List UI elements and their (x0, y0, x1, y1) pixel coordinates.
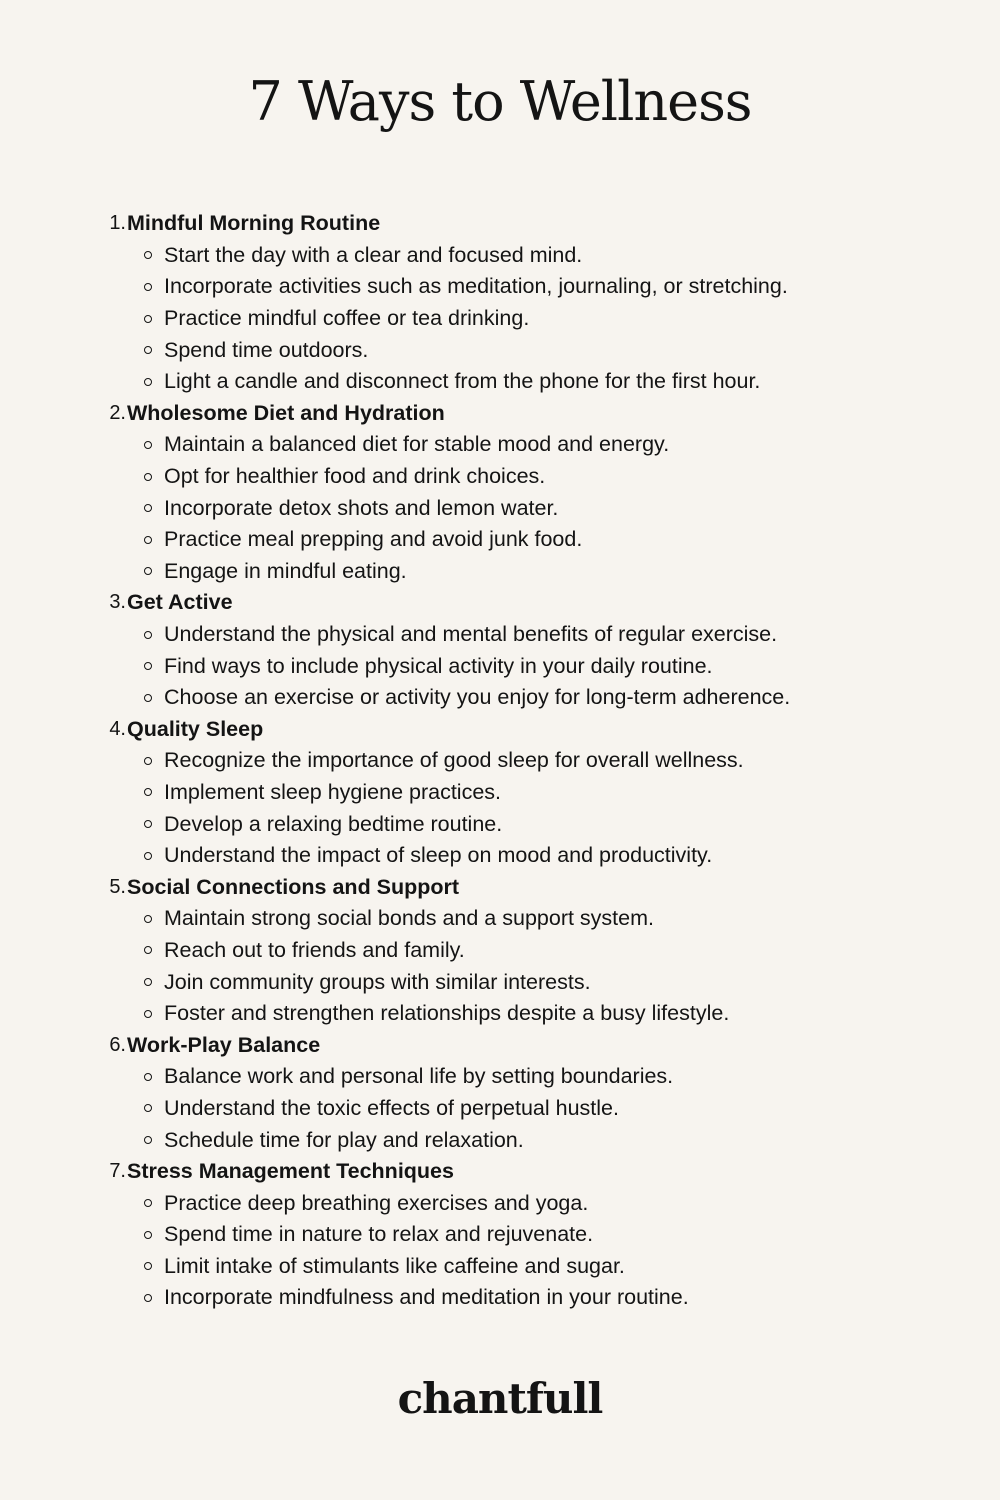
hollow-circle-bullet-icon (144, 1199, 152, 1207)
hollow-circle-bullet-icon (144, 978, 152, 986)
list-item (100, 429, 920, 461)
list-item (100, 556, 920, 588)
list-item (100, 1187, 920, 1219)
section-number: 4. (109, 717, 126, 740)
list-item-text: Spend time in nature to relax and rejuvenate. (164, 1222, 594, 1247)
section-number: 5. (109, 875, 126, 898)
list-item-text: Incorporate activities such as meditation, journaling, or stretching. (164, 274, 788, 299)
section-number: 6. (109, 1033, 126, 1056)
list-item (100, 682, 920, 714)
hollow-circle-bullet-icon (144, 1294, 152, 1302)
list-item-text: Recognize the importance of good sleep for overall wellness. (164, 748, 744, 773)
sub-list (100, 903, 920, 1029)
section-heading (100, 208, 920, 240)
hollow-circle-bullet-icon (144, 504, 152, 512)
hollow-circle-bullet-icon (144, 1262, 152, 1270)
list-item-text: Maintain strong social bonds and a support system. (164, 906, 654, 931)
list-item (100, 840, 920, 872)
hollow-circle-bullet-icon (144, 852, 152, 860)
list-item (100, 524, 920, 556)
section-heading (100, 1156, 920, 1188)
page-title: 7 Ways to Wellness (248, 70, 752, 133)
brand-logo: chantfull (397, 1374, 603, 1423)
list-section (100, 398, 920, 588)
list-section (100, 1156, 920, 1314)
list-item-text: Reach out to friends and family. (164, 937, 465, 962)
hollow-circle-bullet-icon (144, 946, 152, 954)
hollow-circle-bullet-icon (144, 1073, 152, 1081)
section-title: Mindful Morning Routine (127, 211, 381, 236)
sub-list (100, 240, 920, 398)
list-item (100, 619, 920, 651)
list-item-text: Understand the physical and mental benefits of regular exercise. (164, 622, 778, 647)
section-number: 1. (109, 212, 126, 235)
section-title: Wholesome Diet and Hydration (127, 400, 445, 425)
hollow-circle-bullet-icon (144, 315, 152, 323)
list-item-text: Implement sleep hygiene practices. (164, 779, 502, 804)
sub-list (100, 1061, 920, 1156)
wellness-list (100, 208, 920, 1314)
list-item-text: Find ways to include physical activity in your daily routine. (164, 653, 713, 678)
list-item-text: Maintain a balanced diet for stable mood and energy. (164, 432, 670, 457)
section-number: 7. (109, 1160, 126, 1183)
section-title: Work-Play Balance (127, 1032, 321, 1057)
list-item-text: Practice meal prepping and avoid junk food. (164, 527, 583, 552)
hollow-circle-bullet-icon (144, 1136, 152, 1144)
list-item-text: Spend time outdoors. (164, 337, 369, 362)
hollow-circle-bullet-icon (144, 631, 152, 639)
list-item-text: Choose an exercise or activity you enjoy for long-term adherence. (164, 685, 791, 710)
list-item (100, 745, 920, 777)
hollow-circle-bullet-icon (144, 1010, 152, 1018)
list-item (100, 998, 920, 1030)
list-item-text: Join community groups with similar interests. (164, 969, 591, 994)
sub-list (100, 429, 920, 587)
list-item-text: Incorporate detox shots and lemon water. (164, 495, 559, 520)
hollow-circle-bullet-icon (144, 820, 152, 828)
section-title: Get Active (127, 590, 233, 615)
section-heading (100, 587, 920, 619)
hollow-circle-bullet-icon (144, 1231, 152, 1239)
hollow-circle-bullet-icon (144, 441, 152, 449)
section-heading (100, 871, 920, 903)
section-number: 2. (109, 401, 126, 424)
list-item (100, 1219, 920, 1251)
section-title: Social Connections and Support (127, 874, 460, 899)
hollow-circle-bullet-icon (144, 788, 152, 796)
hollow-circle-bullet-icon (144, 757, 152, 765)
section-title: Quality Sleep (127, 716, 264, 741)
sub-list (100, 619, 920, 714)
list-item (100, 650, 920, 682)
list-item-text: Understand the impact of sleep on mood and productivity. (164, 843, 713, 868)
hollow-circle-bullet-icon (144, 346, 152, 354)
list-item-text: Light a candle and disconnect from the phone for the first hour. (164, 369, 761, 394)
list-item (100, 240, 920, 272)
list-item (100, 1061, 920, 1093)
hollow-circle-bullet-icon (144, 662, 152, 670)
list-item (100, 492, 920, 524)
list-section (100, 587, 920, 713)
list-item-text: Understand the toxic effects of perpetual hustle. (164, 1095, 619, 1120)
list-item (100, 935, 920, 967)
hollow-circle-bullet-icon (144, 283, 152, 291)
list-section (100, 714, 920, 872)
hollow-circle-bullet-icon (144, 567, 152, 575)
list-item-text: Balance work and personal life by setting boundaries. (164, 1064, 674, 1089)
list-item-text: Practice mindful coffee or tea drinking. (164, 306, 530, 331)
list-item (100, 777, 920, 809)
list-item (100, 461, 920, 493)
hollow-circle-bullet-icon (144, 694, 152, 702)
list-item (100, 1093, 920, 1125)
list-item-text: Limit intake of stimulants like caffeine and sugar. (164, 1253, 625, 1278)
list-item (100, 808, 920, 840)
sub-list (100, 745, 920, 871)
list-item-text: Practice deep breathing exercises and yoga. (164, 1190, 589, 1215)
hollow-circle-bullet-icon (144, 536, 152, 544)
hollow-circle-bullet-icon (144, 915, 152, 923)
list-item (100, 1251, 920, 1283)
list-item-text: Incorporate mindfulness and meditation in your routine. (164, 1285, 689, 1310)
hollow-circle-bullet-icon (144, 473, 152, 481)
list-item (100, 271, 920, 303)
section-number: 3. (109, 591, 126, 614)
section-heading (100, 398, 920, 430)
list-item (100, 966, 920, 998)
section-title: Stress Management Techniques (127, 1159, 454, 1184)
list-item (100, 303, 920, 335)
list-item-text: Opt for healthier food and drink choices. (164, 464, 546, 489)
list-item-text: Start the day with a clear and focused mind. (164, 242, 583, 267)
list-section (100, 208, 920, 398)
list-item (100, 366, 920, 398)
list-item-text: Foster and strengthen relationships despite a busy lifestyle. (164, 1001, 730, 1026)
hollow-circle-bullet-icon (144, 1104, 152, 1112)
section-heading (100, 714, 920, 746)
list-section (100, 1029, 920, 1155)
list-item-text: Schedule time for play and relaxation. (164, 1127, 524, 1152)
list-item (100, 1124, 920, 1156)
list-item (100, 334, 920, 366)
list-item (100, 903, 920, 935)
list-item-text: Develop a relaxing bedtime routine. (164, 811, 503, 836)
list-section (100, 871, 920, 1029)
list-item-text: Engage in mindful eating. (164, 558, 407, 583)
hollow-circle-bullet-icon (144, 251, 152, 259)
section-heading (100, 1029, 920, 1061)
hollow-circle-bullet-icon (144, 378, 152, 386)
sub-list (100, 1187, 920, 1313)
list-item (100, 1282, 920, 1314)
